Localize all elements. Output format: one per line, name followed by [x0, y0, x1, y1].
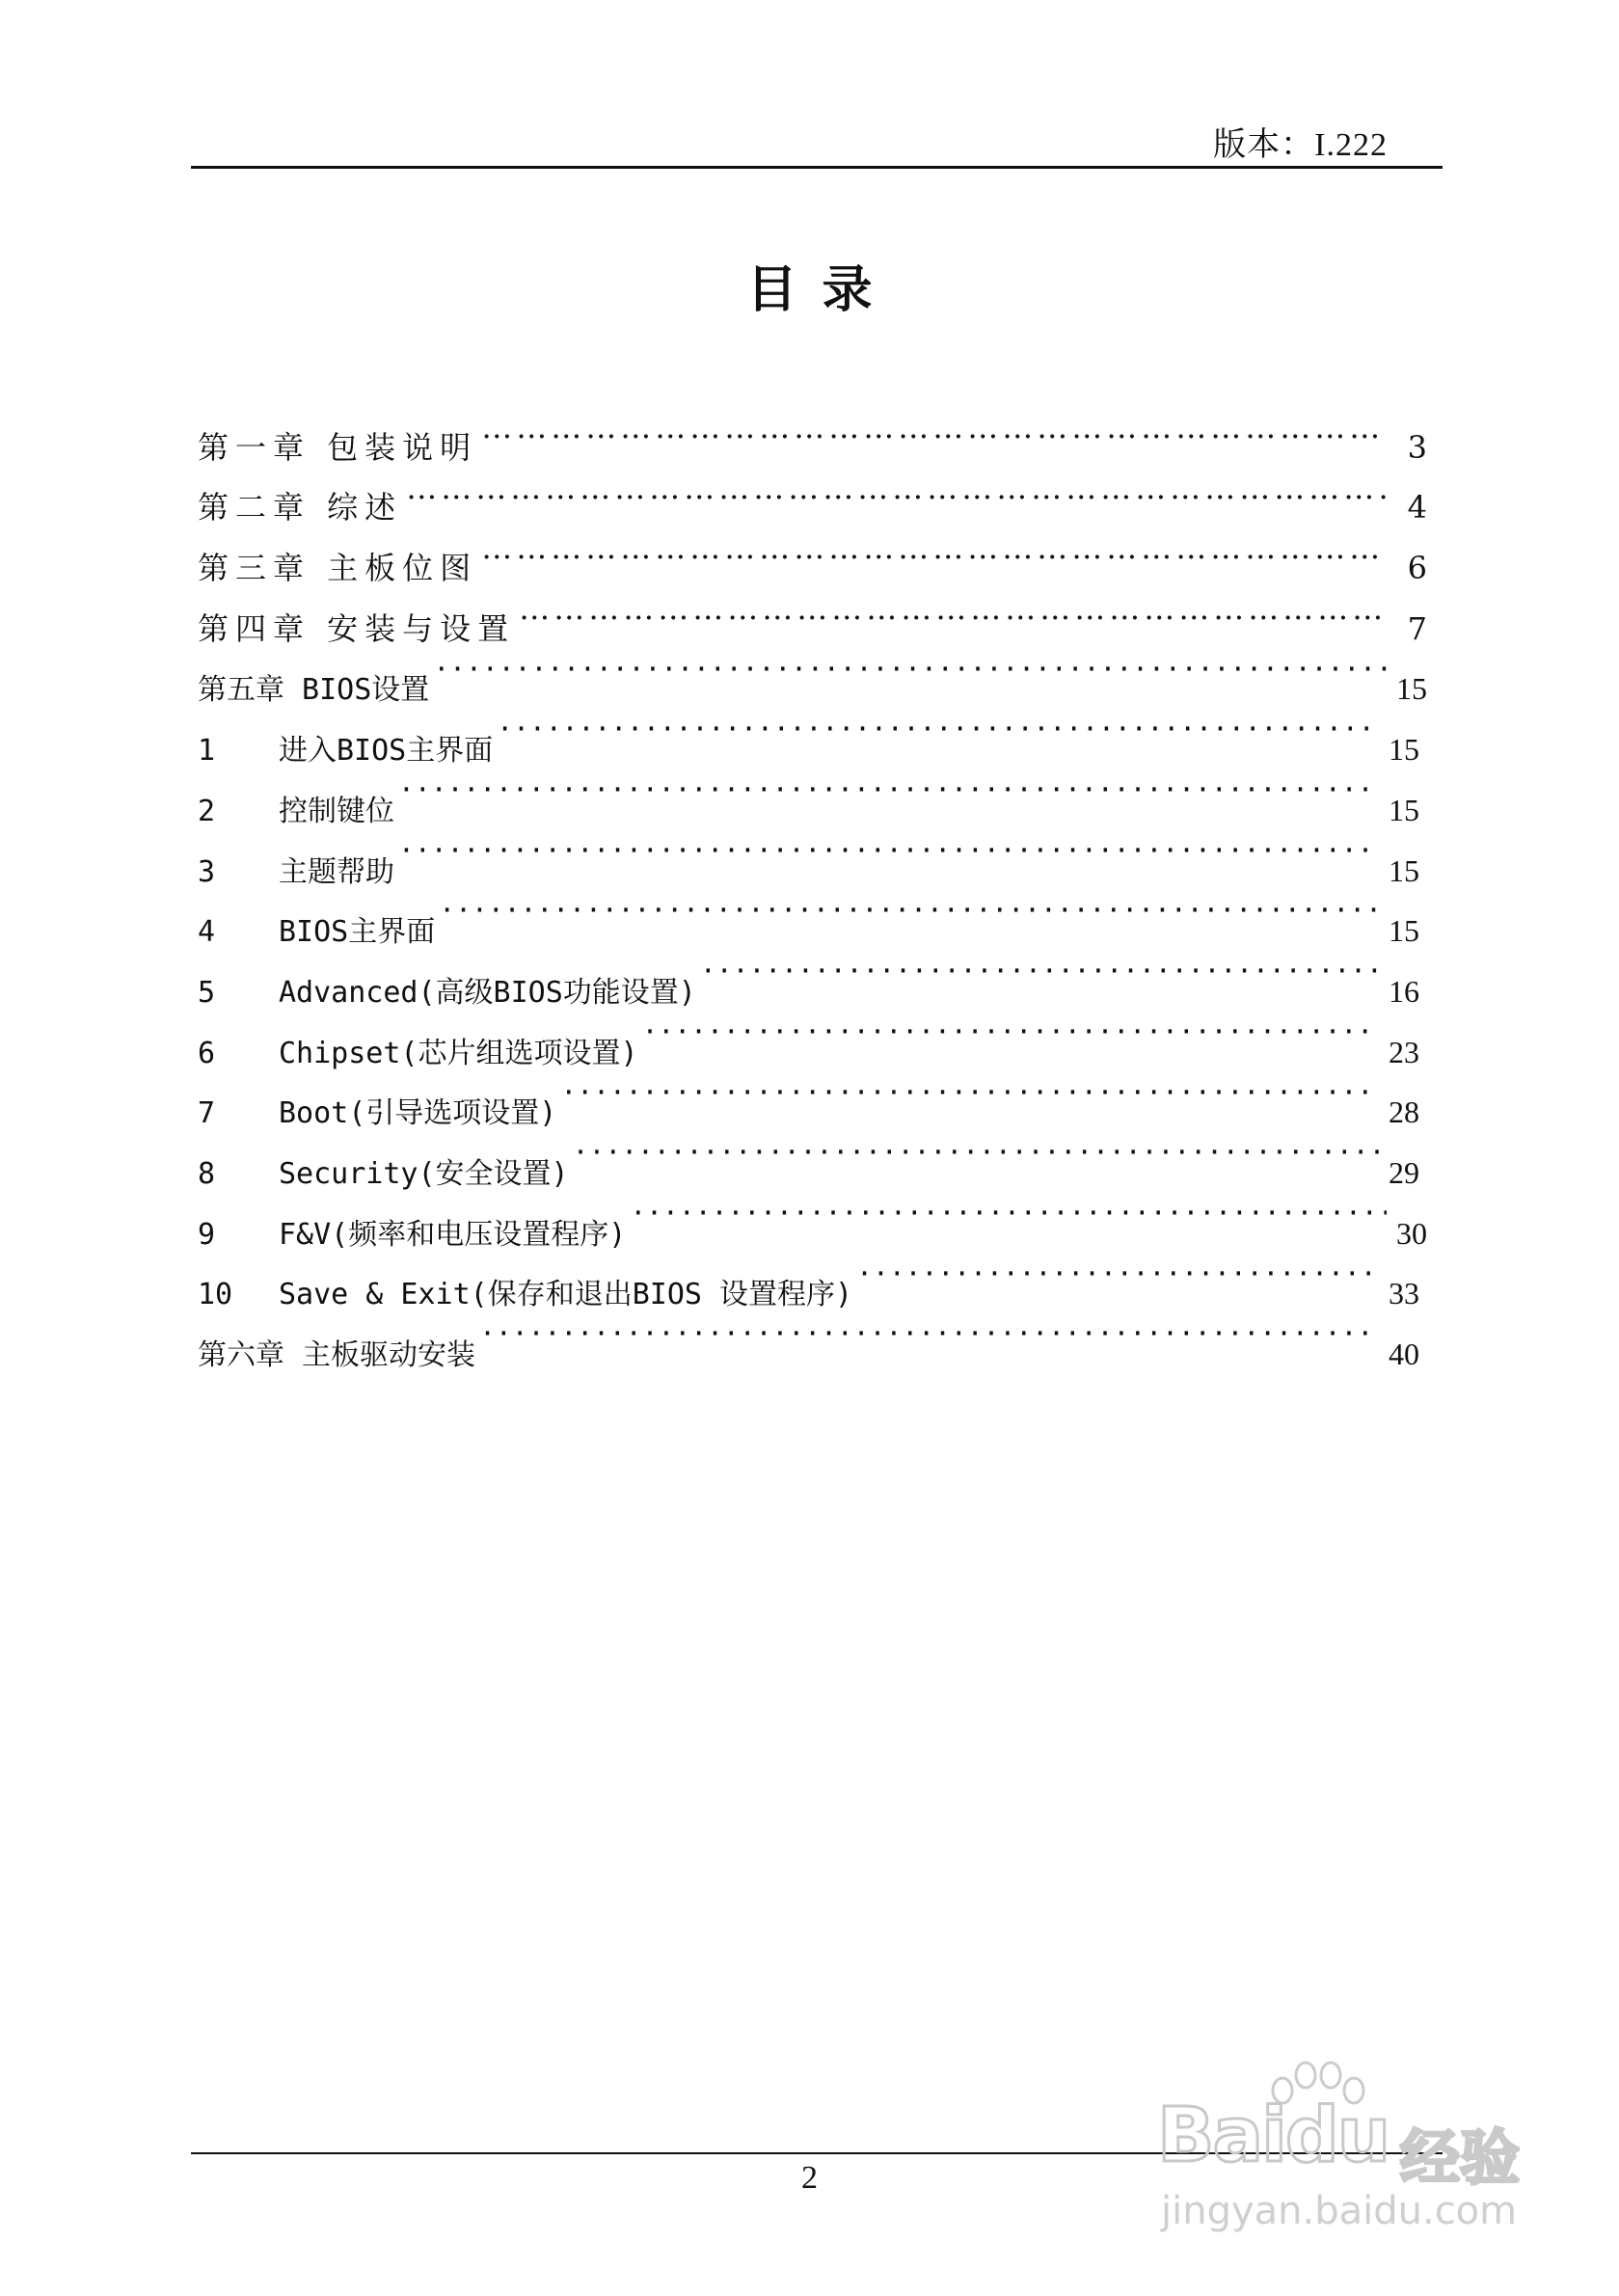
toc-dot-leader — [433, 639, 1387, 700]
toc-entry-label: F&V(频率和电压设置程序) — [279, 1217, 627, 1252]
toc-entry-label: 第二章 综述 — [198, 489, 403, 527]
toc-dot-leader — [481, 518, 1387, 579]
toc-entry-number: 6 — [198, 1036, 216, 1070]
toc-entry-label: Advanced(高级BIOS功能设置) — [279, 975, 696, 1010]
toc-entry-page: 29 — [1389, 1154, 1419, 1190]
toc-entry-page: 16 — [1389, 973, 1419, 1009]
toc-entry-label: 进入BIOS主界面 — [279, 734, 494, 769]
toc-dot-leader — [560, 1063, 1379, 1123]
toc-entry-page: 33 — [1389, 1276, 1419, 1311]
toc-dot-leader — [406, 458, 1387, 519]
toc-dot-leader — [497, 699, 1379, 760]
toc-dot-leader — [630, 1183, 1387, 1244]
toc-entry-label: 第三章 主板位图 — [198, 550, 478, 587]
toc-dot-leader — [439, 881, 1379, 942]
toc-entry-number: 2 — [198, 794, 216, 828]
toc-entry-number: 5 — [198, 975, 216, 1010]
toc-dot-leader — [700, 941, 1379, 1002]
toc-entry-number: 8 — [198, 1156, 216, 1191]
toc-entry-page: 7 — [1407, 609, 1427, 647]
toc-entry-number: 9 — [198, 1217, 216, 1252]
toc-entry-page: 15 — [1389, 913, 1419, 949]
toc-dot-leader — [856, 1244, 1379, 1305]
toc-dot-leader — [519, 579, 1387, 639]
toc-entry[interactable] — [198, 397, 1427, 466]
footer-rule — [191, 2152, 1443, 2154]
toc-dot-leader — [398, 760, 1379, 821]
toc-entry-label: 控制键位 — [279, 794, 394, 828]
toc-dot-leader — [642, 1002, 1379, 1063]
toc-entry-page: 4 — [1407, 489, 1427, 527]
toc-entry-number: 4 — [198, 915, 216, 950]
toc-entry-label: 第四章 安装与设置 — [198, 609, 516, 647]
toc-entry-page: 3 — [1407, 428, 1427, 466]
toc-dot-leader — [481, 397, 1387, 458]
toc-dot-leader — [479, 1304, 1379, 1364]
toc-entry-page: 15 — [1396, 671, 1427, 707]
toc-entry-label: 第一章 包装说明 — [198, 428, 478, 466]
toc-entry-page: 15 — [1389, 732, 1419, 768]
toc-entry-label: 第五章 BIOS设置 — [198, 673, 430, 708]
baidu-jingyan-watermark — [1147, 2054, 1552, 2247]
toc-entry-label: Chipset(芯片组选项设置) — [279, 1036, 638, 1070]
toc-entry-number: 10 — [198, 1278, 233, 1312]
toc-entry-label: 主题帮助 — [279, 854, 394, 889]
toc-entry-label: 第六章 主板驱动安装 — [198, 1338, 476, 1372]
toc-entry-page: 23 — [1389, 1034, 1419, 1069]
toc-entry-page: 28 — [1389, 1094, 1419, 1130]
toc-entry-label: Security(安全设置) — [279, 1156, 569, 1191]
toc-entry-page: 15 — [1389, 852, 1419, 888]
table-of-contents — [198, 397, 1427, 1372]
toc-entry-page: 40 — [1389, 1337, 1419, 1371]
toc-dot-leader — [398, 821, 1379, 881]
page-number: 2 — [801, 2160, 818, 2196]
watermark-brand-cn: 经验 — [1400, 2122, 1521, 2193]
toc-entry-label: Boot(引导选项设置) — [279, 1096, 557, 1131]
toc-entry-page: 15 — [1389, 792, 1419, 827]
watermark-url: jingyan.baidu.com — [1161, 2189, 1518, 2233]
header-rule — [191, 166, 1443, 169]
toc-dot-leader — [573, 1122, 1379, 1183]
version-label: 版本：I.222 — [1213, 127, 1388, 163]
paw-icon — [1261, 2054, 1377, 2121]
toc-entry-page: 30 — [1396, 1215, 1427, 1251]
toc-entry-label: Save & Exit(保存和退出BIOS 设置程序) — [279, 1278, 853, 1312]
toc-entry-label: BIOS主界面 — [279, 915, 436, 950]
toc-entry-page: 6 — [1407, 550, 1427, 587]
watermark-brand: Baidu — [1157, 2093, 1390, 2179]
toc-entry-number: 3 — [198, 854, 216, 889]
toc-entry-number: 1 — [198, 734, 216, 769]
page-title: 目录 — [746, 261, 898, 319]
toc-entry-number: 7 — [198, 1096, 216, 1131]
